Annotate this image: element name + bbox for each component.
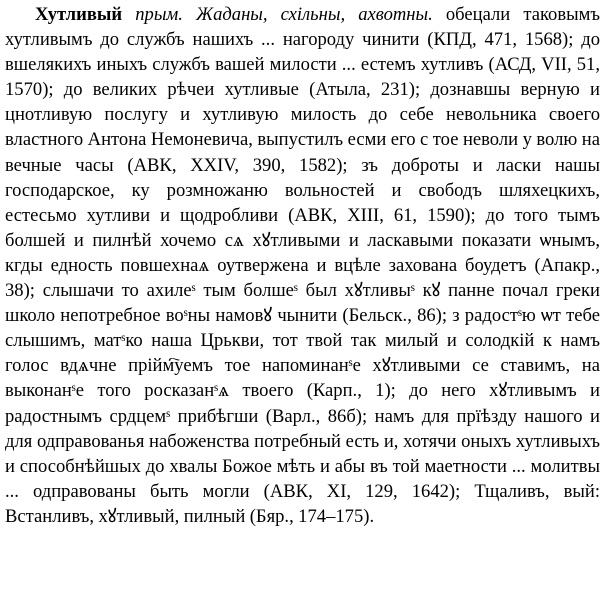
entry-gloss: Жаданы, схільны, ахвотны. <box>196 4 433 25</box>
entry-citations: обецали таковымъ хутливымъ до службъ нашихъ ... нагороду чинити (КПД, 471, 1568); до вшелякихъ иныхъ службъ вашей милости ... естемъ хутливъ (АСД, VII, 51, 1570); до великих рѣчеи хутливые (Атыла, 231); дознавшы верную и цнотливую послугу и хутливую милость до себе невольника своего властного Антона Немоневича, выпустилъ есми его с тое неволи у волю на вечные часы (АВК, XXIV, 390, 1582); зъ доброты и ласки нашы господарское, ку розмножаню вольностей и свободъ шляхецкихъ, естесьмо хутливи и щодробливи (АВК, XIII, 61, 1590); до того тымъ болшей и пилнѣй хочемо сѧ хꙋтливыми и ласкавыми показати ѡнымъ, кгды едность повшехнаѧ оутвержена и вцѣле захована боудетъ (Апакр., 38); слышачи то ахилеˢ тым болшеˢ был хꙋтливыˢ кꙋ панне почал греки школо непотребное воˢны намовꙋ чынити (Бельск., 86); з радостˢю ѡт тебе слышимъ, матˢко наша Црькви, тот твой так милый и солодкій к намъ голос вдѧчне прійм҇уемъ тое напоминанˢе хꙋтливыми се ставимъ, на выконанˢе того росказанˢѧ твоего (Карп., 1); до него хꙋтливымъ и радостнымъ срдцемˢ прибѣгши (Варл., 86б); намъ для прїѣзду нашого и для одправованья набоженства потребный есть и, хотячи оныхъ хутливыхъ и способнѣйшых до хвалы Божое мѣть и абы въ той маетности ... молитвы ... одправованы быть могли (АВК, XI, 129, 1642); Тщаливъ, вый: Встанливъ, хꙋтливый, пилный (Бяр., 174–175). <box>5 4 600 527</box>
dictionary-entry <box>5 2 600 529</box>
part-of-speech: прым. <box>135 4 183 25</box>
entry-headword: Хутливый <box>35 4 123 25</box>
